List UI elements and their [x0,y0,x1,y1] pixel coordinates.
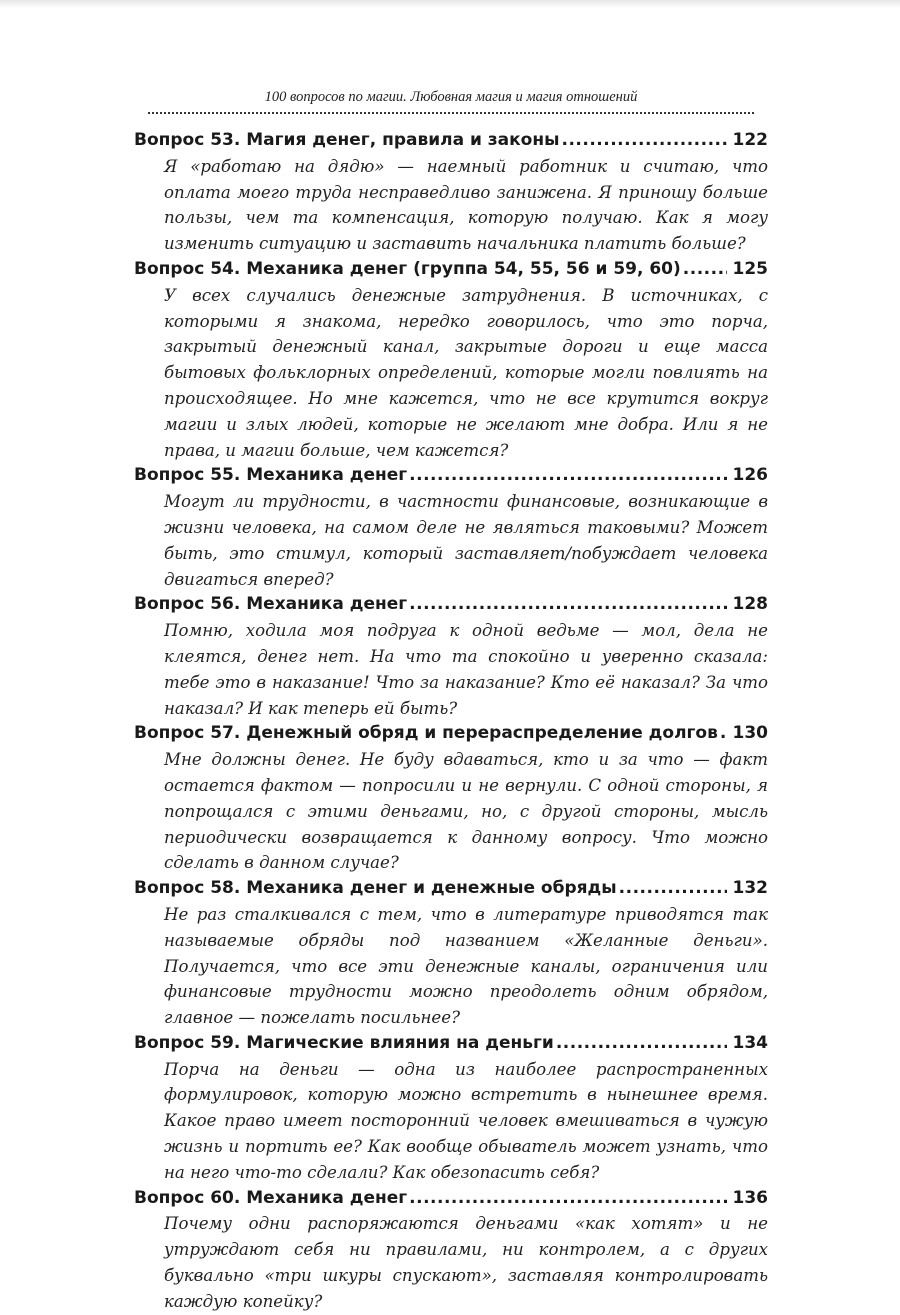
toc-entry-line[interactable] [134,592,768,618]
toc-dot-leader [561,128,726,154]
toc-dot-leader [409,1186,726,1212]
toc-dot-leader [619,876,727,902]
toc-entry [134,592,768,721]
toc-entry [134,463,768,592]
toc-entry-description: Могут ли трудности, в частности финансовые, возникающие в жизни человека, на самом деле не являться таковыми? Может быть, это стимул, который заставляет/побуждает человека двигаться вперед? [164,492,768,589]
toc-entry [134,257,768,463]
toc-entry-description: Не раз сталкивался с тем, что в литературе приводятся так называемые обряды под названием «Желанные деньги». Получается, что все эти денежные каналы, ограничения или финансовые трудности можно преодолеть одним обрядом, главное — пожелать посильнее? [164,904,768,1028]
toc-entry-line[interactable] [134,1186,768,1212]
toc-entry-page-number: 130 [732,723,768,744]
running-head: 100 вопросов по магии. Любовная магия и магия отношений [264,89,638,105]
toc-entry-title: Вопрос 58. Механика денег и денежные обряды [134,878,617,899]
toc-dot-leader [683,257,727,283]
toc-entry-page-number: 122 [732,130,768,150]
toc-entry-title: Вопрос 53. Магия денег, правила и законы [134,130,560,150]
toc-entry-page-number: 136 [732,1187,768,1208]
toc-entry-page-number: 134 [732,1032,768,1053]
toc-entry [134,721,768,876]
toc-entry-title: Вопрос 57. Денежный обряд и перераспределение долгов [134,723,718,744]
toc-entry-line[interactable] [134,876,768,902]
toc-entry-line[interactable] [134,1031,768,1057]
toc-entry-description: Почему одни распоряжаются деньгами «как хотят» и не утруждают себя ни правилами, ни контролем, а с других буквально «три шкуры спускают», заставляя контролировать каждую копейку? [164,1214,768,1311]
toc-entry-page-number: 132 [732,878,768,899]
toc-entry-description: Мне должны денег. Не буду вдаваться, кто и за что — факт остается фактом — попросили и не вернули. С одной стороны, я попрощался с этими деньгами, но, с другой стороны, мысль периодически возвращается к данному вопросу. Что можно сделать в данном случае? [164,750,768,873]
toc-entry-title: Вопрос 56. Механика денег [134,594,408,615]
toc-entry-title: Вопрос 54. Механика денег (группа 54, 55, 56 и 59, 60) [134,258,681,279]
book-page [134,88,768,1315]
toc-entry-title: Вопрос 55. Механика денег [134,465,408,486]
toc-entry-title: Вопрос 59. Магические влияния на деньги [134,1032,554,1053]
table-of-contents [134,128,768,1315]
toc-dot-leader [409,592,726,618]
toc-entry-description: У всех случались денежные затруднения. В источниках, с которыми я знакома, нередко говорилось, что это порча, закрытый денежный канал, закрытые дороги и еще масса бытовых фольклорных определений, которые могли повлиять на происходящее. Но мне кажется, что не все крутится вокруг магии и злых людей, которые не желают мне добра. Или я не права, и магии больше, чем кажется? [164,285,768,460]
toc-entry-page-number: 128 [732,594,768,615]
toc-entry-title: Вопрос 60. Механика денег [134,1187,408,1208]
toc-entry [134,876,768,1031]
toc-entry-description: Я «работаю на дядю» — наемный работник и считаю, что оплата моего труда несправедливо занижена. Я приношу больше пользы, чем та компенсация, которую получаю. Как я могу изменить ситуацию и заставить начальника платить больше? [164,156,768,254]
toc-entry [134,1186,768,1315]
toc-entry-line[interactable] [134,128,768,154]
top-edge-shadow [0,0,900,8]
toc-dot-leader [720,721,727,747]
toc-entry-description: Помню, ходила моя подруга к одной ведьме — мол, дела не клеятся, денег нет. На что та спокойно и уверенно сказала: тебе это в наказание! Что за наказание? Кто её наказал? За что наказал? И как теперь ей быть? [164,621,768,718]
toc-entry [134,128,768,257]
header-dotted-rule [148,112,754,114]
toc-entry-line[interactable] [134,257,768,283]
toc-entry-line[interactable] [134,463,768,489]
toc-dot-leader [409,463,726,489]
toc-entry-line[interactable] [134,721,768,747]
toc-entry [134,1031,768,1186]
toc-entry-page-number: 126 [732,465,768,486]
toc-entry-page-number: 125 [732,258,768,279]
toc-dot-leader [556,1031,727,1057]
toc-entry-description: Порча на деньги — одна из наиболее распространенных формулировок, которую можно встретить в нынешнее время. Какое право имеет посторонний человек вмешиваться в чужую жизнь и портить ее? Как вообще обыватель может узнать, что на него что-то сделали? Как обезопасить себя? [164,1059,768,1182]
